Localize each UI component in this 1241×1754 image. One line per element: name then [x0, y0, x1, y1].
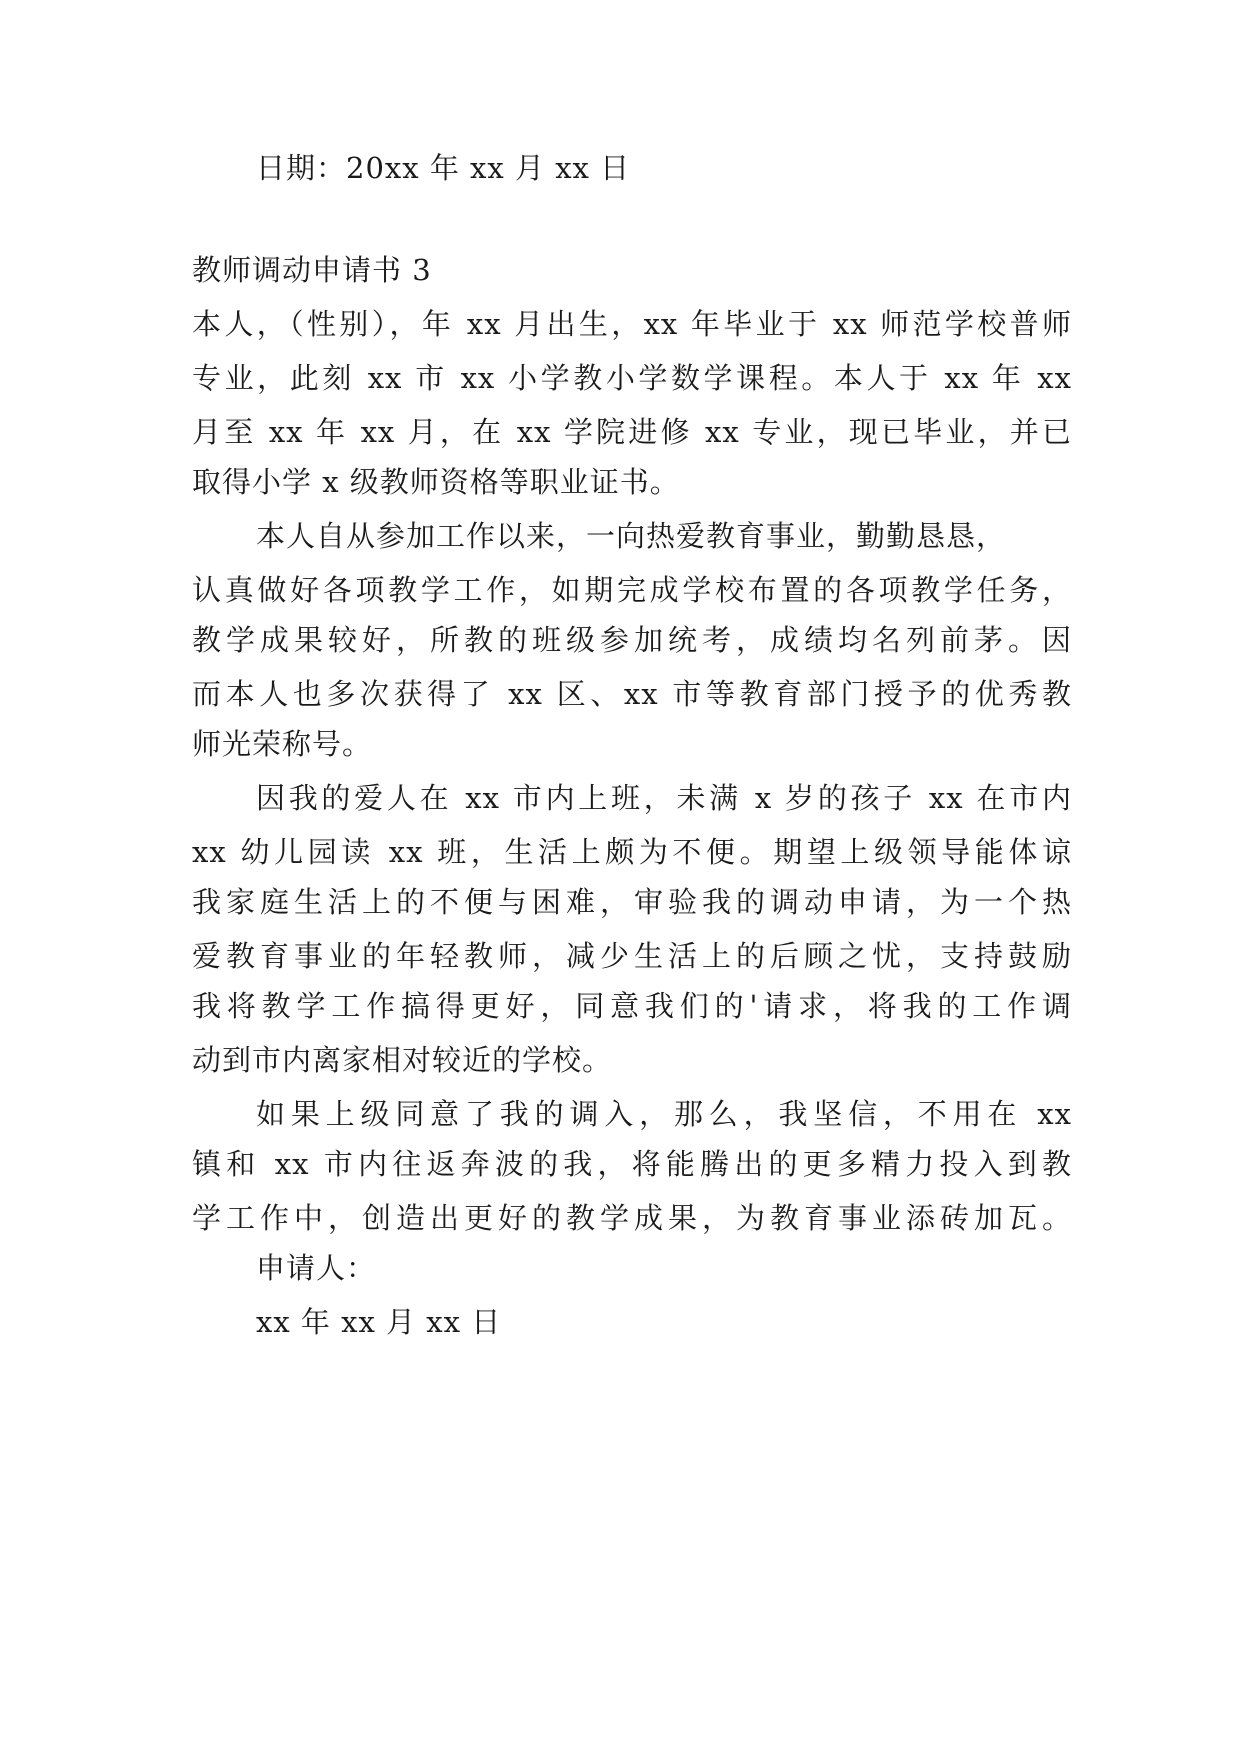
- paragraph-4-line: 如果上级同意了我的调入，那么，我坚信，不用在 xx: [256, 1097, 1072, 1131]
- paragraph-1-line: 本人，（性别），年 xx 月出生，xx 年毕业于 xx 师范学校普师: [192, 307, 1072, 341]
- paragraph-3-line: 动到市内离家相对较近的学校。: [192, 1043, 613, 1077]
- paragraph-2-line: 本人自从参加工作以来，一向热爱教育事业，勤勤恳恳，: [256, 519, 1007, 553]
- date-line: 日期：20xx 年 xx 月 xx 日: [256, 151, 631, 185]
- paragraph-3-line: xx 幼儿园读 xx 班，生活上颇为不便。期望上级领导能体谅: [192, 835, 1072, 869]
- paragraph-4-line: 镇和 xx 市内往返奔波的我，将能腾出的更多精力投入到教: [192, 1147, 1072, 1181]
- paragraph-3-line: 因我的爱人在 xx 市内上班，未满 x 岁的孩子 xx 在市内: [256, 781, 1072, 815]
- paragraph-1-line: 月至 xx 年 xx 月，在 xx 学院进修 xx 专业，现已毕业，并已: [192, 415, 1072, 449]
- paragraph-4-line: 学工作中，创造出更好的教学成果，为教育事业添砖加瓦。: [192, 1201, 1072, 1235]
- paragraph-3-line: 我家庭生活上的不便与困难，审验我的调动申请，为一个热: [192, 885, 1072, 919]
- paragraph-3-line: 爱教育事业的年轻教师，减少生活上的后顾之忧，支持鼓励: [192, 939, 1072, 973]
- paragraph-3-line: 我将教学工作搞得更好，同意我们的'请求，将我的工作调: [192, 989, 1072, 1023]
- paragraph-2-line: 认真做好各项教学工作，如期完成学校布置的各项教学任务，: [192, 573, 1072, 607]
- paragraph-2-line: 而本人也多次获得了 xx 区、xx 市等教育部门授予的优秀教: [192, 677, 1072, 711]
- applicant-label: 申请人：: [256, 1251, 377, 1285]
- paragraph-1-line: 取得小学 x 级教师资格等职业证书。: [192, 465, 680, 499]
- document-title: 教师调动申请书 3: [192, 253, 432, 287]
- paragraph-1-line: 专业，此刻 xx 市 xx 小学教小学数学课程。本人于 xx 年 xx: [192, 361, 1072, 395]
- paragraph-2-line: 师光荣称号。: [192, 727, 373, 761]
- paragraph-2-line: 教学成果较好，所教的班级参加统考，成绩均名列前茅。因: [192, 623, 1072, 657]
- signature-date: xx 年 xx 月 xx 日: [256, 1305, 502, 1339]
